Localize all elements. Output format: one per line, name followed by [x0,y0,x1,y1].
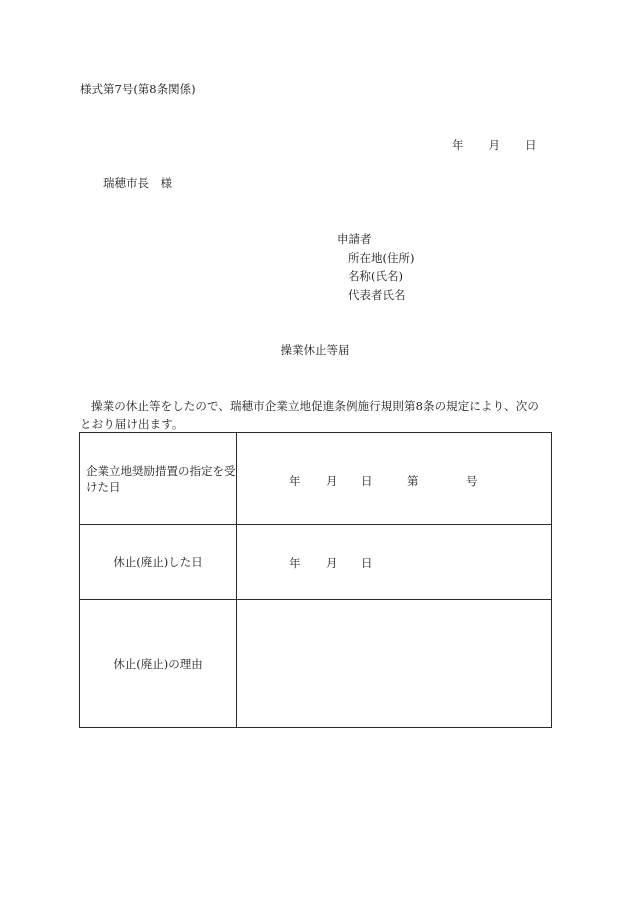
designation-month-label: 月 [326,474,338,488]
table-row [80,433,552,525]
submission-date [452,137,537,153]
applicant-heading: 申請者 [337,232,372,246]
notification-table [79,432,552,728]
suspension-reason-label: 休止(廃止)の理由 [80,600,237,728]
designation-date-label: 企業立地奨励措置の指定を受けた日 [80,433,237,525]
table-row [80,525,552,600]
date-month-label: 月 [488,138,500,152]
suspension-date-label: 休止(廃止)した日 [80,525,237,600]
suspension-month-label: 月 [326,556,338,570]
designation-number-prefix: 第 [407,474,419,488]
applicant-block [337,230,414,304]
designation-number-suffix: 号 [466,474,478,488]
applicant-name-label: 名称(氏名) [348,269,403,283]
suspension-date-field[interactable] [237,525,552,600]
designation-day-label: 日 [361,474,373,488]
date-day-label: 日 [525,138,537,152]
body-paragraph: 操業の休止等をしたので、瑞穂市企業立地促進条例施行規則第8条の規定により、次のとおり届け出ます。 [80,399,539,431]
recipient: 瑞穂市長 様 [103,176,172,190]
designation-year-label: 年 [289,474,301,488]
suspension-reason-field[interactable] [237,600,552,728]
page-title: 操業休止等届 [280,343,350,357]
suspension-year-label: 年 [289,556,301,570]
form-number: 様式第7号(第8条関係) [80,82,196,96]
designation-date-field[interactable] [237,433,552,525]
applicant-address-label: 所在地(住所) [348,250,415,265]
date-year-label: 年 [452,138,464,152]
table-row [80,600,552,728]
applicant-representative-label: 代表者氏名 [348,287,406,302]
suspension-day-label: 日 [361,556,373,570]
